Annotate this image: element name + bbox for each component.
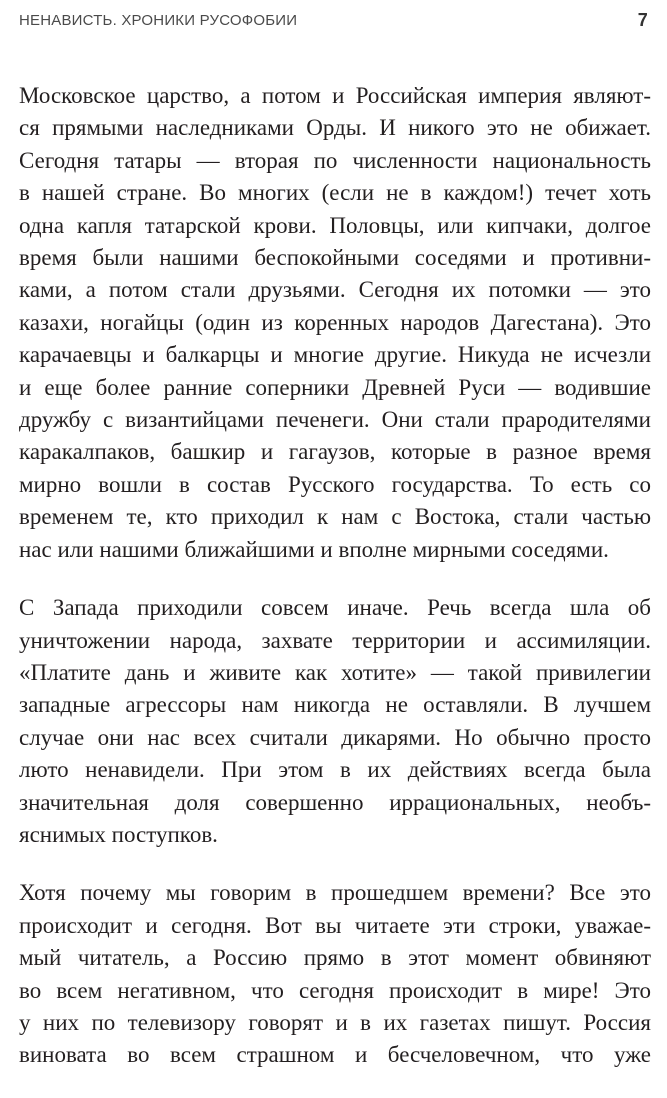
text-line: казахи, ногайцы (один из коренных народов Дагестана). Это	[19, 309, 651, 335]
text-line: «Платите дань и живите как хотите» — такой привилегии	[19, 659, 651, 685]
text-line: уничтожении народа, захвате территории и ассимиляции.	[19, 627, 651, 653]
text-line: дружбу с византийцами печенеги. Они стали прародителями	[19, 407, 651, 433]
text-line: значительная доля совершенно иррациональных, необъ-	[19, 789, 651, 815]
text-line: во всем негативном, что сегодня происходит в мире! Это	[19, 977, 651, 1003]
paragraph-2	[19, 592, 651, 851]
text-line: одна капля татарской крови. Половцы, или кипчаки, долгое	[19, 212, 651, 238]
text-line: люто ненавидели. При этом в их действиях всегда была	[19, 757, 651, 783]
text-line: случае они нас всех считали дикарями. Но обычно просто	[19, 724, 651, 750]
text-line: каракалпаков, башкир и гагаузов, которые в разное время	[19, 439, 651, 465]
text-line: карачаевцы и балкарцы и многие другие. Никуда не исчезли	[19, 342, 651, 368]
text-line: виновата во всем страшном и бесчеловечном, что уже	[19, 1042, 651, 1068]
text-line: у них по телевизору говорят и в их газетах пишут. Россия	[19, 1009, 651, 1035]
text-line: ся прямыми наследниками Орды. И никого это не обижает.	[19, 115, 651, 141]
paragraph-3	[19, 877, 651, 1071]
text-line: нас или нашими ближайшими и вполне мирными соседями.	[19, 536, 609, 562]
text-line: яснимых поступков.	[19, 821, 218, 847]
page-number: 7	[637, 9, 648, 30]
text-line: мирно вошли в состав Русского государства. То есть со	[19, 471, 651, 497]
text-line: западные агрессоры нам никогда не оставляли. В лучшем	[19, 692, 651, 718]
text-line: Московское царство, а потом и Российская империя являют-	[19, 83, 651, 108]
running-header	[19, 5, 648, 35]
text-line: происходит и сегодня. Вот вы читаете эти строки, уважае-	[19, 912, 651, 938]
text-line: в нашей стране. Во многих (если не в каждом!) течет хоть	[19, 180, 651, 206]
text-line: и еще более ранние соперники Древней Руси — водившие	[19, 374, 651, 400]
text-line: мый читатель, а Россию прямо в этот момент обвиняют	[19, 945, 651, 971]
text-line: ками, а потом стали друзьями. Сегодня их потомки — это	[19, 277, 651, 303]
text-line: время были нашими беспокойными соседями и противни-	[19, 245, 651, 271]
body-text	[19, 80, 651, 1098]
running-title: НЕНАВИСТЬ. ХРОНИКИ РУСОФОБИИ	[19, 11, 298, 29]
text-line: временем те, кто приходил к нам с Востока, стали частью	[19, 504, 651, 530]
text-line: С Запада приходили совсем иначе. Речь всегда шла об	[19, 595, 651, 621]
text-line: Хотя почему мы говорим в прошедшем времени? Все это	[19, 880, 651, 906]
paragraph-1	[19, 80, 651, 566]
text-line: Сегодня татары — вторая по численности национальность	[19, 147, 651, 173]
